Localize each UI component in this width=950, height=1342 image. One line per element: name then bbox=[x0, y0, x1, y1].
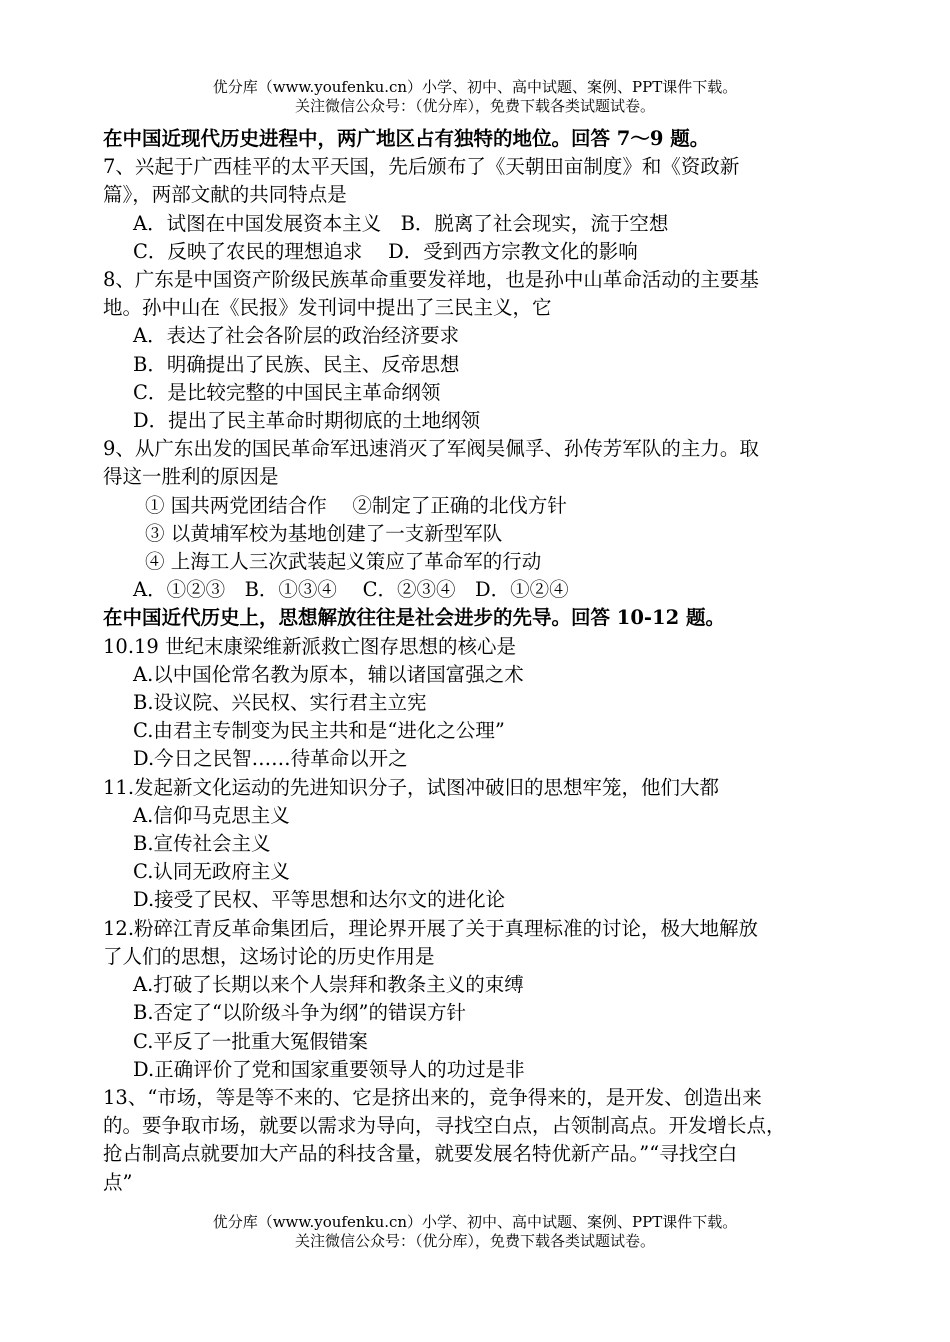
header-line-2: 关注微信公众号：（优分库），免费下载各类试题试卷。 bbox=[294, 97, 655, 115]
question-10-option-c: C.由君主专制变为民主共和是“进化之公理” bbox=[133, 719, 505, 743]
question-8-stem-line-1: 8、广东是中国资产阶级民族革命重要发祥地，也是孙中山革命活动的主要基 bbox=[103, 268, 759, 292]
question-13-line-1: 13、“市场，等是等不来的、它是挤出来的，竞争得来的，是开发、创造出来 bbox=[103, 1085, 762, 1109]
question-13-line-2: 的。要争取市场，就要以需求为导向，寻找空白点，占领制高点。开发增长点， bbox=[103, 1114, 786, 1138]
question-8-stem-line-2: 地。孙中山在《民报》发刊词中提出了三民主义，它 bbox=[103, 296, 552, 320]
section-heading-1: 在中国近现代历史进程中，两广地区占有独特的地位。回答 7～9 题。 bbox=[103, 127, 710, 150]
question-13-line-3: 抢占制高点就要加大产品的科技含量，就要发展名特优新产品。”“寻找空白 bbox=[103, 1142, 738, 1166]
footer-line-2: 关注微信公众号：（优分库），免费下载各类试题试卷。 bbox=[294, 1232, 655, 1250]
question-12-option-c: C.平反了一批重大冤假错案 bbox=[133, 1029, 368, 1053]
page-footer bbox=[0, 1213, 950, 1251]
question-7-options-cd: C．反映了农民的理想追求 D．受到西方宗教文化的影响 bbox=[133, 239, 638, 263]
question-11-option-a: A.信仰马克思主义 bbox=[133, 803, 290, 827]
section-heading-2: 在中国近代历史上，思想解放往往是社会进步的先导。回答 10-12 题。 bbox=[103, 606, 725, 630]
question-11-option-b: B.宣传社会主义 bbox=[133, 832, 271, 856]
question-13 bbox=[103, 1084, 863, 1197]
question-9-stem-line-1: 9、从广东出发的国民革命军迅速消灭了军阀吴佩孚、孙传芳军队的主力。取 bbox=[103, 437, 759, 461]
question-9-options: A．①②③ B．①③④ C．②③④ D．①②④ bbox=[133, 578, 569, 602]
question-12-option-d: D.正确评价了党和国家重要领导人的功过是非 bbox=[133, 1057, 525, 1081]
question-12-stem-line-2: 了人们的思想，这场讨论的历史作用是 bbox=[103, 944, 435, 968]
question-11-option-c: C.认同无政府主义 bbox=[133, 860, 290, 884]
question-12 bbox=[103, 915, 863, 1084]
question-11 bbox=[103, 774, 863, 915]
question-9-item-4: ④ 上海工人三次武装起义策应了革命军的行动 bbox=[145, 550, 542, 574]
question-8-option-b: B．明确提出了民族、民主、反帝思想 bbox=[133, 352, 460, 376]
question-7 bbox=[103, 153, 863, 266]
question-10-option-a: A.以中国伦常名教为原本，辅以诸国富强之术 bbox=[133, 662, 524, 686]
question-10-option-d: D.今日之民智……待革命以开之 bbox=[133, 747, 408, 771]
question-7-stem-line-1: 7、兴起于广西桂平的太平天国，先后颁布了《天朝田亩制度》和《资政新 bbox=[103, 155, 740, 179]
question-10-option-b: B.设议院、兴民权、实行君主立宪 bbox=[133, 691, 427, 715]
page-header bbox=[0, 78, 950, 116]
question-12-option-b: B.否定了“以阶级斗争为纲”的错误方针 bbox=[133, 1001, 466, 1025]
question-8-option-a: A．表达了社会各阶层的政治经济要求 bbox=[133, 324, 460, 348]
question-12-stem-line-1: 12.粉碎江青反革命集团后，理论界开展了关于真理标准的讨论，极大地解放 bbox=[103, 916, 759, 940]
exam-content bbox=[103, 125, 863, 1197]
question-7-stem-line-2: 篇》，两部文献的共同特点是 bbox=[103, 183, 347, 207]
question-13-line-4: 点” bbox=[103, 1170, 133, 1194]
question-11-option-d: D.接受了民权、平等思想和达尔文的进化论 bbox=[133, 888, 506, 912]
question-9-item-3: ③ 以黄埔军校为基地创建了一支新型军队 bbox=[145, 521, 503, 545]
question-9-stem-line-2: 得这一胜利的原因是 bbox=[103, 465, 279, 489]
question-10 bbox=[103, 633, 863, 774]
question-10-stem: 10.19 世纪末康梁维新派救亡图存思想的核心是 bbox=[103, 634, 517, 658]
question-7-options-ab: A．试图在中国发展资本主义 B．脱离了社会现实，流于空想 bbox=[133, 211, 669, 235]
footer-line-1: 优分库（www.youfenku.cn）小学、初中、高中试题、案例、PPT课件下载。 bbox=[212, 1213, 738, 1231]
question-8-option-d: D．提出了民主革命时期彻底的土地纲领 bbox=[133, 409, 481, 433]
header-line-1: 优分库（www.youfenku.cn）小学、初中、高中试题、案例、PPT课件下载。 bbox=[212, 78, 738, 96]
question-8-option-c: C．是比较完整的中国民主革命纲领 bbox=[133, 380, 441, 404]
question-9 bbox=[103, 435, 863, 604]
question-8 bbox=[103, 266, 863, 435]
question-12-option-a: A.打破了长期以来个人崇拜和教条主义的束缚 bbox=[133, 973, 524, 997]
question-9-items-1-2: ① 国共两党团结合作 ②制定了正确的北伐方针 bbox=[145, 493, 567, 517]
question-11-stem: 11.发起新文化运动的先进知识分子，试图冲破旧的思想牢笼，他们大都 bbox=[103, 775, 720, 799]
